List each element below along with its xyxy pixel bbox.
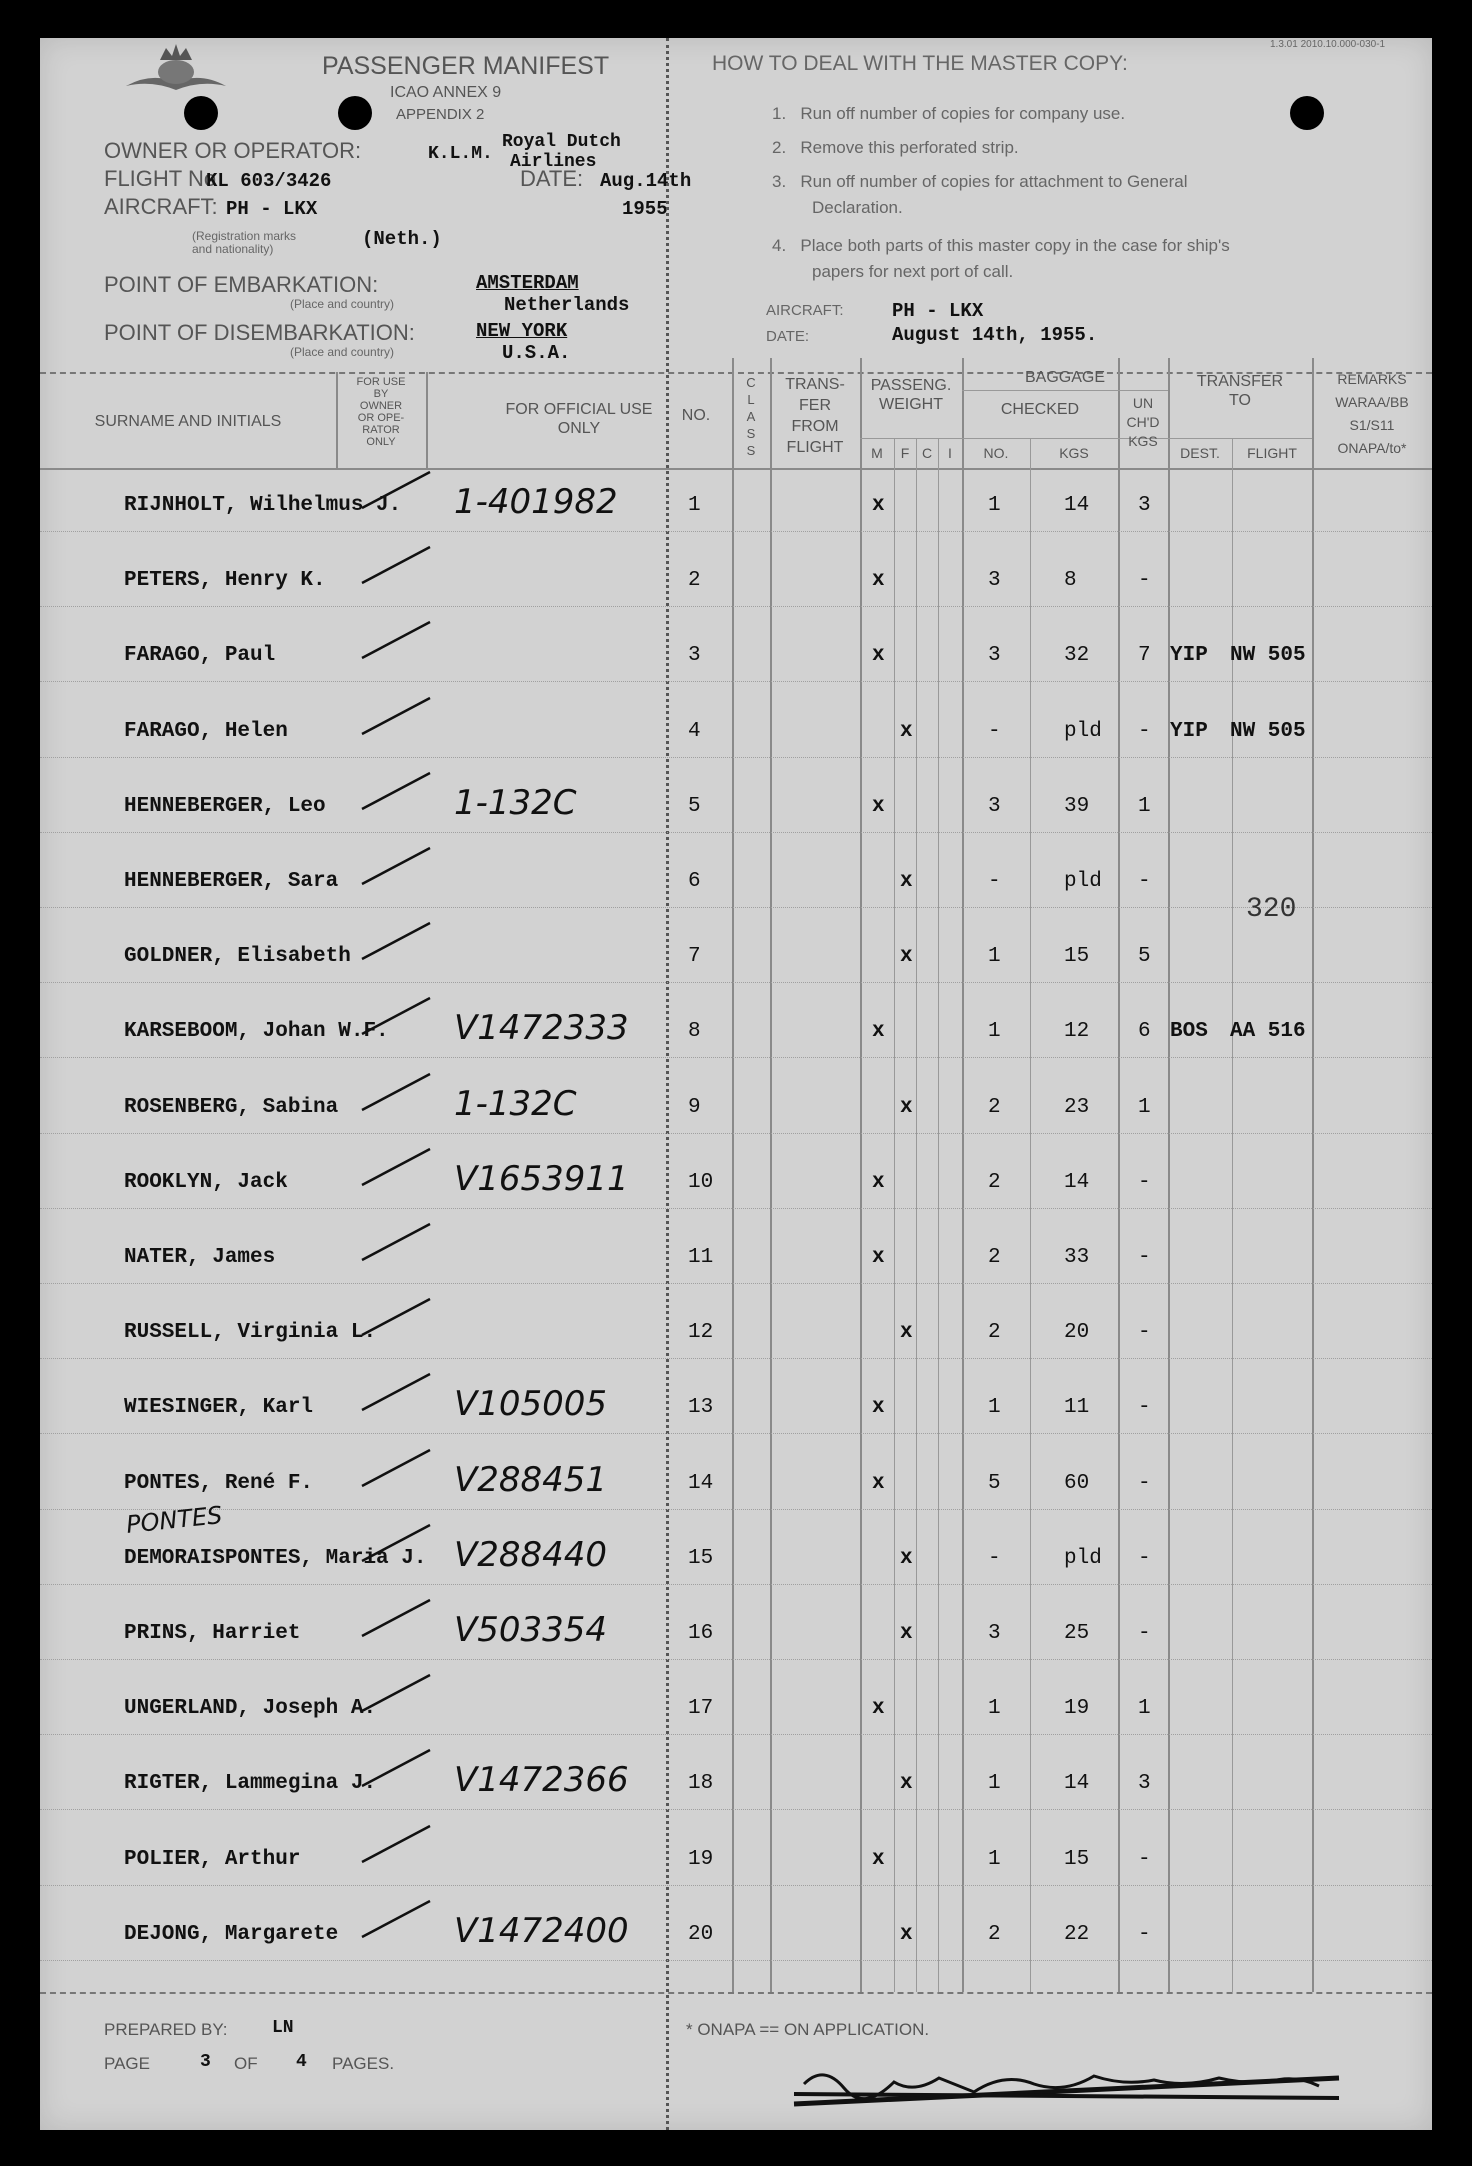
passenger-name: NATER, James (124, 1246, 276, 1269)
checked-sub-no: NO. (983, 445, 1009, 461)
unchecked-kgs: - (1138, 1396, 1151, 1420)
check-tick (356, 1671, 436, 1715)
passenger-row (40, 1226, 1432, 1301)
check-tick (356, 1596, 436, 1640)
row-rule (40, 1509, 1432, 1510)
unchecked-kgs: - (1138, 719, 1151, 743)
row-rule (40, 531, 1432, 532)
weight-sub-i: I (948, 445, 952, 461)
bag-kgs: 15 (1064, 1847, 1090, 1871)
nationality-value: (Neth.) (362, 228, 442, 250)
check-tick (356, 769, 436, 813)
unchecked-kgs: 3 (1138, 1772, 1151, 1796)
page-number: 3 (200, 2052, 211, 2072)
bag-kgs: 15 (1064, 945, 1090, 969)
bag-count: 1 (988, 1772, 1001, 1796)
aircraft-value: PH - LKX (226, 198, 318, 220)
pontes-correction: PONTES (124, 1501, 224, 1539)
date-value: Aug.14th (600, 170, 692, 192)
check-tick (356, 1897, 436, 1941)
bag-count: - (988, 1546, 1001, 1570)
passenger-row (40, 1076, 1432, 1151)
col-header-transfer-to: TRANSFER TO (1196, 373, 1284, 409)
official-number: 1-132C (454, 1083, 577, 1124)
official-number: V1472333 (454, 1008, 629, 1049)
weight-mark: x (872, 794, 885, 818)
passenger-name: DEJONG, Margarete (124, 1922, 339, 1946)
bag-count: 1 (988, 1847, 1001, 1871)
embark-city: AMSTERDAM (476, 272, 579, 294)
official-number: V1653911 (454, 1158, 629, 1199)
transfer-dest: YIP (1170, 644, 1208, 668)
prepared-by-value: LN (272, 2018, 294, 2038)
embark-place-note: (Place and country) (290, 297, 395, 311)
registration-note: (Registration marks (192, 229, 297, 243)
row-number: 18 (688, 1772, 714, 1796)
bag-kgs: 20 (1064, 1321, 1090, 1345)
official-number: V288440 (454, 1534, 608, 1575)
bag-count: 1 (988, 945, 1001, 969)
row-number: 16 (688, 1622, 714, 1645)
unchecked-kgs: - (1138, 569, 1151, 593)
bag-kgs: pld (1064, 870, 1102, 893)
owner-value-line3: Airlines (510, 152, 597, 172)
row-number: 8 (688, 1020, 701, 1044)
weight-mark: x (872, 1847, 885, 1871)
passenger-name: ROSENBERG, Sabina (124, 1095, 339, 1119)
unchecked-kgs: 1 (1138, 1697, 1151, 1721)
unchecked-kgs: - (1138, 1471, 1151, 1495)
disembark-country: U.S.A. (502, 342, 571, 364)
disembark-label: POINT OF DISEMBARKATION: (104, 320, 415, 345)
bag-kgs: 8 (1064, 569, 1077, 593)
bag-count: 2 (988, 1321, 1001, 1345)
passenger-row (40, 1677, 1432, 1752)
bag-count: 1 (988, 1697, 1001, 1721)
passenger-name: RIGTER, Lammegina J. (124, 1772, 377, 1796)
weight-mark: x (900, 719, 913, 743)
row-number: 5 (688, 794, 701, 818)
bag-kgs: pld (1064, 1546, 1102, 1570)
punch-hole-center (338, 96, 372, 130)
bag-count: 3 (988, 1622, 1001, 1645)
transfer-sub-dest: DEST. (1180, 445, 1220, 461)
bag-kgs: pld (1064, 719, 1102, 743)
bag-kgs: 19 (1064, 1697, 1090, 1721)
row-rule (40, 832, 1432, 833)
row-rule (40, 1057, 1432, 1058)
check-tick (356, 468, 436, 512)
passenger-name: PONTES, René F. (124, 1471, 314, 1495)
row-number: 17 (688, 1697, 714, 1721)
weight-mark: x (900, 1622, 913, 1645)
embark-label: POINT OF EMBARKATION: (104, 272, 379, 297)
bag-count: 2 (988, 1922, 1001, 1946)
unchecked-kgs: 1 (1138, 794, 1151, 818)
passenger-name: POLIER, Arthur (124, 1847, 301, 1871)
registration-note-2: and nationality) (192, 242, 274, 256)
row-number: 2 (688, 569, 701, 593)
passenger-name: WIESINGER, Karl (124, 1396, 314, 1420)
step-3: 3. Run off number of copies for attachment to General (772, 172, 1188, 191)
transfer-dest: YIP (1170, 719, 1208, 743)
onapa-note: * ONAPA == ON APPLICATION. (686, 2020, 930, 2039)
passenger-name: UNGERLAND, Joseph A. (124, 1697, 377, 1721)
check-tick (356, 1295, 436, 1339)
unchecked-kgs: - (1138, 1170, 1151, 1194)
check-tick (356, 994, 436, 1038)
check-tick (356, 543, 436, 587)
official-number: V503354 (454, 1610, 608, 1650)
check-tick (356, 1070, 436, 1114)
row-number: 19 (688, 1847, 714, 1871)
weight-mark: x (872, 1246, 885, 1269)
weight-mark: x (872, 1020, 885, 1044)
row-rule (40, 1208, 1432, 1209)
bag-count: 2 (988, 1095, 1001, 1119)
row-rule (40, 757, 1432, 758)
passenger-name: DEMORAISPONTES, Maria J. (124, 1546, 427, 1570)
owner-label: OWNER OR OPERATOR: (104, 138, 362, 163)
row-number: 4 (688, 719, 701, 743)
check-tick (356, 1746, 436, 1790)
transfer-flight: NW 505 (1230, 644, 1306, 668)
subheader-line (860, 438, 1312, 439)
bag-kgs: 39 (1064, 794, 1090, 818)
passenger-row (40, 850, 1432, 925)
row-number: 11 (688, 1246, 714, 1269)
flight-value: KL 603/3426 (206, 170, 332, 192)
passenger-row (40, 700, 1432, 775)
row-rule (40, 1584, 1432, 1585)
row-rule (40, 1885, 1432, 1886)
total-pages: 4 (296, 2052, 307, 2072)
master-aircraft-label: AIRCRAFT: (766, 302, 844, 319)
row-rule (40, 1809, 1432, 1810)
check-tick (356, 919, 436, 963)
official-number: V1472400 (454, 1910, 629, 1951)
date-label: DATE: (520, 166, 584, 191)
passenger-row (40, 1527, 1432, 1602)
icao-annex: ICAO ANNEX 9 (390, 84, 502, 101)
passenger-name: PRINS, Harriet (124, 1622, 301, 1645)
unchecked-kgs: 5 (1138, 945, 1151, 969)
flight-label: FLIGHT No (104, 166, 217, 191)
weight-mark: x (900, 870, 913, 893)
row-rule (40, 1734, 1432, 1735)
bag-count: - (988, 870, 1001, 893)
col-header-no: NO. (681, 407, 711, 424)
row-number: 6 (688, 870, 701, 893)
unchecked-kgs: - (1138, 1546, 1151, 1570)
row-number: 20 (688, 1922, 714, 1946)
passenger-row (40, 549, 1432, 624)
unchecked-kgs: - (1138, 1321, 1151, 1345)
row-rule (40, 1960, 1432, 1961)
page-label: PAGE (104, 2054, 150, 2073)
weight-mark: x (872, 1471, 885, 1495)
passenger-row (40, 624, 1432, 699)
col-header-owner-use: FOR USE BY OWNER OR OPE- RATOR ONLY (356, 376, 406, 448)
official-number: V1472366 (454, 1760, 629, 1801)
transfer-flight: NW 505 (1230, 719, 1306, 743)
weight-sub-f: F (900, 445, 910, 461)
passenger-row (40, 1452, 1432, 1527)
bag-count: 3 (988, 569, 1001, 593)
step-1: 1. Run off number of copies for company use. (772, 104, 1126, 123)
bag-kgs: 23 (1064, 1095, 1090, 1119)
check-tick (356, 1521, 436, 1565)
row-number: 14 (688, 1471, 714, 1495)
official-number: 1-401982 (454, 482, 618, 522)
weight-mark: x (872, 1170, 885, 1194)
row-rule (40, 681, 1432, 682)
official-number: V288451 (454, 1459, 608, 1500)
unchecked-kgs: 3 (1138, 494, 1151, 517)
passenger-name: KARSEBOOM, Johan W.F. (124, 1020, 389, 1044)
weight-mark: x (900, 1772, 913, 1796)
master-aircraft-value: PH - LKX (892, 300, 984, 322)
check-tick (356, 1220, 436, 1264)
passenger-name: ROOKLYN, Jack (124, 1170, 288, 1194)
bag-kgs: 14 (1064, 494, 1090, 517)
check-tick (356, 1370, 436, 1414)
official-number: V105005 (454, 1384, 608, 1425)
passenger-name: PETERS, Henry K. (124, 569, 326, 593)
bag-count: 2 (988, 1246, 1001, 1269)
prepared-by-label: PREPARED BY: (104, 2020, 228, 2039)
row-rule (40, 1133, 1432, 1134)
step-4: 4. Place both parts of this master copy in the case for ship's (772, 236, 1230, 255)
passenger-row (40, 474, 1432, 549)
weight-mark: x (872, 1396, 885, 1420)
embark-country: Netherlands (504, 294, 630, 316)
col-header-class: C L A S S (746, 375, 756, 458)
passenger-row (40, 1828, 1432, 1903)
passenger-name: FARAGO, Helen (124, 719, 288, 743)
row-rule (40, 982, 1432, 983)
disembark-city: NEW YORK (476, 320, 568, 342)
transfer-dest: BOS (1170, 1020, 1208, 1044)
bag-kgs: 33 (1064, 1246, 1090, 1269)
bag-kgs: 60 (1064, 1471, 1090, 1495)
passenger-name: FARAGO, Paul (124, 644, 276, 668)
unchecked-kgs: - (1138, 1622, 1151, 1645)
pages-label: PAGES. (332, 2054, 395, 2073)
manifest-page (40, 38, 1432, 2130)
check-tick (356, 694, 436, 738)
row-number: 3 (688, 644, 701, 668)
col-header-unchecked: UN CH'D KGS (1126, 395, 1160, 449)
passenger-name: RUSSELL, Virginia L. (124, 1321, 377, 1345)
passenger-row (40, 1903, 1432, 1978)
date-year: 1955 (622, 198, 668, 220)
owner-value: K.L.M. (428, 144, 493, 164)
transfer-sub-flight: FLIGHT (1247, 445, 1297, 461)
unchecked-kgs: - (1138, 1847, 1151, 1871)
passenger-row (40, 925, 1432, 1000)
weight-sub-c: C (921, 445, 933, 461)
col-header-transfer-from: TRANS- FER FROM FLIGHT (785, 376, 845, 456)
col-header-surname: SURNAME AND INITIALS (94, 413, 282, 430)
disembark-place-note: (Place and country) (290, 345, 395, 359)
step-2: 2. Remove this perforated strip. (772, 138, 1019, 157)
row-rule (40, 1433, 1432, 1434)
row-number: 13 (688, 1396, 714, 1420)
klm-crown-logo (116, 42, 236, 114)
punch-hole-right (1290, 96, 1324, 130)
checked-sub-kgs: KGS (1059, 445, 1089, 461)
unchecked-kgs: - (1138, 1246, 1151, 1269)
passenger-name: HENNEBERGER, Sara (124, 870, 339, 893)
check-tick (356, 618, 436, 662)
unchecked-kgs: 1 (1138, 1095, 1151, 1119)
weight-mark: x (900, 1095, 913, 1119)
check-tick (356, 1145, 436, 1189)
form-ref-number: 1.3.01 2010.10.000-030-1 (1270, 39, 1386, 50)
passenger-name: HENNEBERGER, Leo (124, 794, 326, 818)
col-header-checked: CHECKED (1000, 401, 1080, 418)
table-bottom-divider (40, 1992, 1432, 1994)
master-date-value: August 14th, 1955. (892, 324, 1098, 346)
row-rule (40, 907, 1432, 908)
check-tick (356, 844, 436, 888)
row-rule (40, 1358, 1432, 1359)
bag-count: 1 (988, 1396, 1001, 1420)
weight-mark: x (900, 1321, 913, 1345)
passenger-row (40, 1000, 1432, 1075)
bag-kgs: 14 (1064, 1170, 1090, 1194)
table-header-bottom (40, 468, 1432, 470)
page-title: PASSENGER MANIFEST (322, 52, 610, 80)
margin-number: 320 (1246, 894, 1297, 925)
weight-mark: x (900, 945, 913, 969)
row-number: 10 (688, 1170, 714, 1194)
col-header-passenger-weight: PASSENG. WEIGHT (870, 377, 952, 413)
passenger-row (40, 1301, 1432, 1376)
weight-mark: x (872, 494, 885, 517)
passenger-name: RIJNHOLT, Wilhelmus J. (124, 494, 402, 517)
row-rule (40, 1659, 1432, 1660)
bag-count: 2 (988, 1170, 1001, 1194)
master-date-label: DATE: (766, 328, 810, 345)
step-4-cont: papers for next port of call. (812, 262, 1014, 281)
check-tick (356, 1446, 436, 1490)
row-number: 15 (688, 1546, 714, 1570)
unchecked-kgs: - (1138, 870, 1151, 893)
appendix: APPENDIX 2 (396, 106, 485, 123)
step-3-cont: Declaration. (812, 198, 903, 217)
unchecked-kgs: 7 (1138, 644, 1151, 668)
master-copy-title: HOW TO DEAL WITH THE MASTER COPY: (712, 52, 1128, 75)
bag-kgs: 22 (1064, 1922, 1090, 1946)
row-rule (40, 1283, 1432, 1284)
bag-count: 1 (988, 1020, 1001, 1044)
passenger-row (40, 775, 1432, 850)
transfer-flight: AA 516 (1230, 1020, 1306, 1044)
row-number: 9 (688, 1095, 701, 1119)
bag-kgs: 11 (1064, 1396, 1090, 1420)
bag-count: - (988, 719, 1001, 743)
weight-mark: x (872, 569, 885, 593)
col-header-baggage: BAGGAGE (1024, 369, 1106, 386)
weight-mark: x (872, 644, 885, 668)
row-rule (40, 606, 1432, 607)
col-header-official: FOR OFFICIAL USE ONLY (505, 401, 653, 437)
owner-value-line2: Royal Dutch (502, 132, 621, 152)
weight-mark: x (872, 1697, 885, 1721)
weight-mark: x (900, 1546, 913, 1570)
unchecked-kgs: - (1138, 1922, 1151, 1946)
col-header-remarks: REMARKS WARAA/BB S1/S11 ONAPA/to* (1335, 371, 1409, 456)
bag-count: 1 (988, 494, 1001, 517)
unchecked-kgs: 6 (1138, 1020, 1151, 1044)
passenger-row (40, 1376, 1432, 1451)
bag-count: 3 (988, 644, 1001, 668)
bag-kgs: 14 (1064, 1772, 1090, 1796)
bag-kgs: 12 (1064, 1020, 1090, 1044)
crossed-out-signature (764, 2054, 1364, 2126)
official-number: 1-132C (454, 782, 577, 823)
baggage-subheader-line (962, 390, 1168, 391)
row-number: 7 (688, 945, 701, 969)
row-number: 12 (688, 1321, 714, 1345)
passenger-row (40, 1151, 1432, 1226)
passenger-row (40, 1752, 1432, 1827)
check-tick (356, 1822, 436, 1866)
bag-kgs: 32 (1064, 644, 1090, 668)
of-label: OF (234, 2054, 258, 2073)
passenger-row (40, 1602, 1432, 1677)
bag-count: 3 (988, 794, 1001, 818)
bag-count: 5 (988, 1471, 1001, 1495)
row-number: 1 (688, 494, 701, 517)
aircraft-label: AIRCRAFT: (104, 194, 218, 219)
weight-mark: x (900, 1922, 913, 1946)
bag-kgs: 25 (1064, 1622, 1090, 1645)
passenger-name: GOLDNER, Elisabeth (124, 945, 351, 969)
weight-sub-m: M (871, 445, 883, 461)
